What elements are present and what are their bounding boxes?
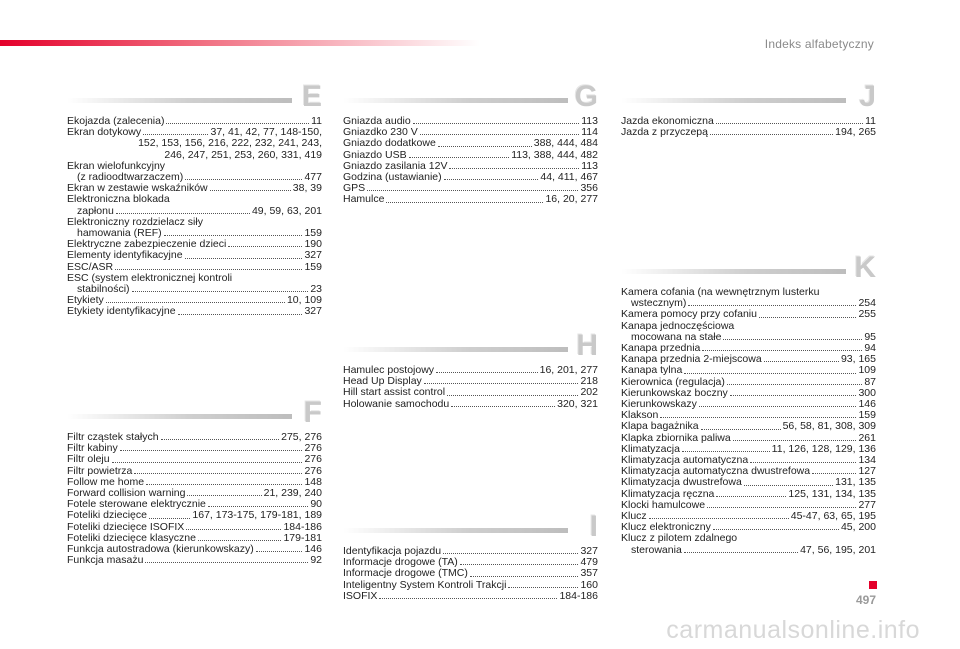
entry-pages: 159	[858, 409, 876, 422]
entry-term: Kanapa przednia 2-miejscowa	[621, 353, 762, 366]
leader-dots	[733, 440, 857, 441]
index-section-f	[67, 396, 322, 567]
entry-pages: 218	[580, 375, 598, 388]
index-entry	[67, 555, 322, 566]
entry-term: Elektroniczny rozdzielacz siły	[67, 215, 203, 228]
leader-dots	[386, 202, 543, 203]
leader-dots	[187, 495, 261, 496]
entry-pages: 148	[304, 475, 322, 488]
leader-dots	[164, 235, 303, 236]
leader-dots	[178, 314, 303, 315]
leader-dots	[112, 462, 303, 463]
index-entry-list	[67, 432, 322, 566]
entry-pages: 127	[858, 465, 876, 478]
entry-term: Hamulce	[343, 193, 385, 206]
index-entry	[343, 399, 598, 410]
section-divider	[67, 98, 292, 103]
entry-pages: 131, 135	[835, 476, 876, 489]
entry-pages: 56, 58, 81, 308, 309	[782, 420, 876, 433]
entry-pages: 87	[864, 375, 876, 388]
leader-dots	[185, 258, 303, 259]
index-entry	[343, 387, 598, 398]
entry-term: Ekran dotykowy	[67, 126, 142, 139]
index-entry	[67, 306, 322, 317]
index-entry-list	[67, 116, 322, 318]
entry-term: wstecznym)	[631, 297, 687, 310]
section-letter: J	[859, 80, 876, 113]
entry-pages: 94	[864, 342, 876, 355]
section-letter: E	[301, 80, 322, 113]
leader-dots	[367, 190, 578, 191]
entry-pages: 11	[311, 115, 322, 127]
leader-dots	[702, 350, 862, 351]
entry-pages: 49, 59, 63, 201	[251, 204, 322, 217]
entry-term: Klapa bagażnika	[621, 420, 699, 433]
entry-term: Hill start assist control	[343, 386, 446, 399]
entry-term: Filtr oleju	[67, 453, 110, 466]
leader-dots	[208, 506, 308, 507]
entry-pages: 11	[865, 115, 876, 127]
entry-pages: 388, 444, 484	[533, 137, 598, 150]
entry-pages: 44, 411, 467	[540, 171, 598, 184]
entry-pages: 479	[580, 556, 598, 569]
index-entry	[343, 138, 598, 149]
entry-term: Klocki hamulcowe	[621, 498, 706, 511]
index-entry-list	[621, 116, 876, 138]
leader-dots	[134, 473, 302, 474]
entry-pages: 202	[580, 386, 598, 399]
entry-term: Etykiety identyfikacyjne	[67, 305, 176, 318]
entry-pages: 276	[304, 442, 322, 455]
index-entry	[343, 591, 598, 602]
index-entry	[621, 127, 876, 138]
entry-pages: 113	[581, 115, 598, 127]
leader-dots	[185, 179, 302, 180]
entry-term: Kamera pomocy przy cofaniu	[621, 308, 757, 321]
entry-term: Etykiety	[67, 294, 104, 307]
entry-pages: 261	[858, 431, 876, 444]
entry-pages: 47, 56, 195, 201	[800, 543, 876, 556]
leader-dots	[764, 361, 839, 362]
entry-term: Klimatyzacja ręczna	[621, 487, 715, 500]
entry-pages: 113	[581, 159, 598, 172]
entry-term: Klucz	[621, 510, 647, 523]
entry-term: (z radioodtwarzaczem)	[77, 171, 184, 184]
entry-pages: 276	[304, 464, 322, 477]
leader-dots	[444, 179, 539, 180]
entry-pages: 152, 153, 156, 216, 222, 232, 241, 243,	[138, 137, 322, 150]
header-accent-bar	[0, 40, 480, 46]
section-divider	[343, 347, 568, 352]
index-entry	[67, 250, 322, 261]
entry-term: Kierunkowskazy	[621, 398, 697, 411]
entry-term: Gniazda audio	[343, 115, 411, 127]
leader-dots	[424, 383, 579, 384]
entry-term: hamowania (REF)	[77, 227, 162, 240]
entry-pages: 38, 39	[292, 182, 322, 195]
entry-pages: 356	[580, 182, 598, 195]
entry-term: Godzina (ustawianie)	[343, 171, 442, 184]
leader-dots	[443, 553, 578, 554]
watermark: carmanualsonline.info	[666, 616, 920, 644]
entry-term: Holowanie samochodu	[343, 397, 450, 410]
leader-dots	[451, 406, 555, 407]
entry-term: Klapka zbiornika paliwa	[621, 431, 731, 444]
leader-dots	[447, 395, 578, 396]
entry-pages: 277	[858, 498, 876, 511]
leader-dots	[256, 551, 303, 552]
leader-dots	[413, 123, 580, 124]
section-header	[621, 251, 876, 285]
index-entry	[67, 138, 322, 149]
leader-dots	[460, 564, 579, 565]
index-entry	[343, 194, 598, 205]
entry-term: Head Up Display	[343, 375, 422, 388]
section-letter: I	[589, 510, 598, 543]
section-divider	[343, 528, 568, 533]
entry-pages: 93, 165	[840, 353, 876, 366]
leader-dots	[812, 473, 856, 474]
index-entry	[621, 533, 876, 544]
leader-dots	[210, 190, 291, 191]
index-entry	[621, 477, 876, 488]
entry-pages: 146	[858, 398, 876, 411]
entry-pages: 92	[310, 554, 322, 567]
section-letter: K	[854, 251, 876, 284]
index-section-k	[621, 251, 876, 556]
section-divider	[67, 414, 292, 419]
entry-pages: 190	[304, 238, 322, 251]
entry-pages: 159	[304, 260, 322, 273]
leader-dots	[716, 496, 786, 497]
leader-dots	[438, 146, 532, 147]
entry-term: Elektryczne zabezpieczenie dzieci	[67, 238, 227, 251]
index-section-i	[343, 510, 598, 602]
entry-pages: 184-186	[283, 520, 322, 533]
entry-term: stabilności)	[77, 283, 130, 296]
index-entry-list	[343, 365, 598, 410]
entry-term: Gniazdko 230 V	[343, 126, 418, 139]
leader-dots	[723, 339, 862, 340]
page-marker	[869, 581, 877, 589]
index-entry-list	[343, 116, 598, 206]
entry-pages: 134	[858, 454, 876, 467]
entry-pages: 477	[304, 171, 322, 184]
entry-term: Kamera cofania (na wewnętrznym lusterku	[621, 286, 820, 298]
entry-term: Informacje drogowe (TMC)	[343, 567, 468, 580]
leader-dots	[106, 302, 285, 303]
leader-dots	[688, 305, 856, 306]
entry-term: Klimatyzacja automatyczna	[621, 454, 749, 467]
entry-pages: 167, 173-175, 179-181, 189	[192, 509, 322, 522]
leader-dots	[115, 269, 302, 270]
entry-pages: 37, 41, 42, 77, 148-150,	[210, 126, 322, 139]
section-divider	[621, 98, 846, 103]
section-header	[343, 510, 598, 544]
entry-pages: 357	[580, 567, 598, 580]
entry-pages: 114	[581, 126, 598, 139]
section-divider	[621, 269, 846, 274]
leader-dots	[684, 373, 856, 374]
entry-term: Jazda z przyczepą	[621, 126, 708, 139]
leader-dots	[750, 462, 856, 463]
index-entry	[621, 545, 876, 556]
entry-pages: 159	[304, 227, 322, 240]
entry-term: ESC/ASR	[67, 260, 114, 273]
entry-term: Klimatyzacja dwustrefowa	[621, 476, 742, 489]
entry-pages: 16, 20, 277	[545, 193, 598, 206]
leader-dots	[166, 123, 309, 124]
entry-term: Klucz z pilotem zdalnego	[621, 532, 738, 545]
entry-pages: 184-186	[559, 589, 598, 602]
entry-term: Ekran wielofunkcyjny	[67, 159, 166, 172]
leader-dots	[710, 134, 833, 135]
leader-dots	[120, 450, 303, 451]
leader-dots	[684, 552, 798, 553]
index-section-e	[67, 80, 322, 318]
leader-dots	[701, 429, 781, 430]
entry-pages: 327	[304, 305, 322, 318]
leader-dots	[198, 540, 281, 541]
index-section-h	[343, 329, 598, 410]
entry-term: Ekran w zestawie wskaźników	[67, 182, 208, 195]
leader-dots	[508, 587, 578, 588]
entry-term: Elementy identyfikacyjne	[67, 249, 183, 262]
entry-term: Informacje drogowe (TA)	[343, 556, 458, 569]
leader-dots	[228, 246, 302, 247]
index-entry	[343, 172, 598, 183]
entry-term: Foteliki dziecięce	[67, 509, 147, 522]
entry-term: Ekojazda (zalecenia)	[67, 115, 165, 127]
entry-pages: 125, 131, 134, 135	[788, 487, 876, 500]
leader-dots	[149, 518, 190, 519]
leader-dots	[759, 317, 856, 318]
entry-term: Kanapa przednia	[621, 342, 701, 355]
entry-pages: 11, 126, 128, 129, 136	[771, 442, 876, 455]
entry-term: Foteliki dziecięce ISOFIX	[67, 520, 185, 533]
leader-dots	[449, 168, 579, 169]
entry-term: Follow me home	[67, 475, 145, 488]
leader-dots	[730, 395, 857, 396]
index-section-g	[343, 80, 598, 206]
entry-term: sterowania	[631, 543, 682, 556]
leader-dots	[145, 562, 308, 563]
index-entry	[621, 399, 876, 410]
entry-pages: 146	[304, 543, 322, 556]
entry-pages: 109	[858, 364, 876, 377]
entry-term: zapłonu	[77, 204, 114, 217]
entry-pages: 320, 321	[557, 397, 598, 410]
leader-dots	[436, 372, 538, 373]
section-header	[621, 80, 876, 114]
index-entry-list	[621, 287, 876, 556]
entry-pages: 16, 201, 277	[539, 364, 598, 376]
section-header	[67, 80, 322, 114]
entry-pages: 276	[304, 453, 322, 466]
entry-term: Filtr kabiny	[67, 442, 118, 455]
entry-pages: 95	[864, 330, 876, 343]
entry-term: Gniazdo USB	[343, 148, 407, 161]
entry-pages: 246, 247, 251, 253, 260, 331, 419	[164, 148, 322, 161]
entry-term: Elektroniczna blokada	[67, 193, 170, 206]
index-entry	[343, 568, 598, 579]
section-header	[67, 396, 322, 430]
page-title: Indeks alfabetyczny	[764, 37, 874, 51]
section-letter: G	[574, 80, 598, 113]
leader-dots	[132, 291, 309, 292]
entry-term: Inteligentny System Kontroli Trakcji	[343, 578, 507, 591]
entry-term: Kanapa tylna	[621, 364, 683, 377]
entry-term: Kanapa jednoczęściowa	[621, 319, 735, 332]
entry-term: Kierownica (regulacja)	[621, 375, 725, 388]
leader-dots	[186, 529, 281, 530]
leader-dots	[379, 598, 557, 599]
entry-pages: 23	[310, 283, 322, 296]
leader-dots	[470, 576, 579, 577]
entry-pages: 45-47, 63, 65, 195	[790, 510, 876, 523]
leader-dots	[409, 157, 510, 158]
leader-dots	[699, 406, 857, 407]
entry-term: Kierunkowskaz boczny	[621, 386, 728, 399]
leader-dots	[716, 123, 863, 124]
leader-dots	[682, 451, 770, 452]
entry-pages: 327	[304, 249, 322, 262]
entry-term: Foteliki dziecięce klasyczne	[67, 531, 196, 544]
section-letter: F	[303, 396, 322, 429]
entry-term: Klakson	[621, 409, 659, 422]
index-entry	[67, 510, 322, 521]
index-entry	[621, 421, 876, 432]
leader-dots	[649, 518, 789, 519]
entry-term: Fotele sterowane elektrycznie	[67, 498, 206, 511]
entry-pages: 275, 276	[281, 431, 322, 443]
index-section-j	[621, 80, 876, 139]
entry-pages: 90	[310, 498, 322, 511]
entry-term: Gniazdo dodatkowe	[343, 137, 436, 150]
entry-term: Klucz elektroniczny	[621, 521, 711, 534]
entry-pages: 327	[580, 545, 598, 557]
entry-pages: 160	[580, 578, 598, 591]
leader-dots	[744, 485, 833, 486]
entry-term: GPS	[343, 182, 366, 195]
entry-term: Jazda ekonomiczna	[621, 115, 714, 127]
entry-term: Klimatyzacja automatyczna dwustrefowa	[621, 465, 811, 478]
leader-dots	[143, 134, 208, 135]
index-entry	[621, 365, 876, 376]
index-entry	[621, 309, 876, 320]
entry-term: ESC (system elektronicznej kontroli	[67, 271, 233, 284]
leader-dots	[713, 529, 839, 530]
entry-pages: 21, 239, 240	[263, 487, 322, 500]
section-header	[343, 80, 598, 114]
section-divider	[343, 98, 568, 103]
entry-term: ISOFIX	[343, 589, 378, 602]
entry-pages: 179-181	[283, 531, 322, 544]
entry-term: Klimatyzacja	[621, 442, 680, 455]
section-header	[343, 329, 598, 363]
leader-dots	[161, 439, 280, 440]
entry-term: Funkcja masażu	[67, 554, 144, 567]
leader-dots	[660, 417, 856, 418]
entry-pages: 300	[858, 386, 876, 399]
leader-dots	[146, 484, 302, 485]
entry-term: mocowana na stałe	[631, 330, 722, 343]
entry-term: Forward collision warning	[67, 487, 186, 500]
page-number: 497	[855, 593, 876, 607]
leader-dots	[707, 507, 856, 508]
entry-term: Gniazdo zasilania 12V	[343, 159, 448, 172]
entry-pages: 254	[858, 297, 876, 310]
index-entry	[67, 284, 322, 295]
leader-dots	[116, 213, 250, 214]
entry-pages: 255	[858, 308, 876, 321]
section-letter: H	[576, 329, 598, 362]
index-entry-list	[343, 546, 598, 602]
index-entry	[67, 454, 322, 465]
leader-dots	[420, 134, 580, 135]
entry-term: Funkcja autostradowa (kierunkowskazy)	[67, 543, 254, 556]
entry-term: Filtr powietrza	[67, 464, 133, 477]
leader-dots	[727, 384, 862, 385]
entry-pages: 113, 388, 444, 482	[511, 148, 598, 161]
entry-pages: 10, 109	[286, 294, 322, 307]
entry-term: Hamulec postojowy	[343, 364, 435, 376]
entry-term: Filtr cząstek stałych	[67, 431, 159, 443]
entry-pages: 45, 200	[840, 521, 876, 534]
entry-pages: 194, 265	[835, 126, 876, 139]
index-entry	[67, 194, 322, 205]
entry-term: Identyfikacja pojazdu	[343, 545, 442, 557]
